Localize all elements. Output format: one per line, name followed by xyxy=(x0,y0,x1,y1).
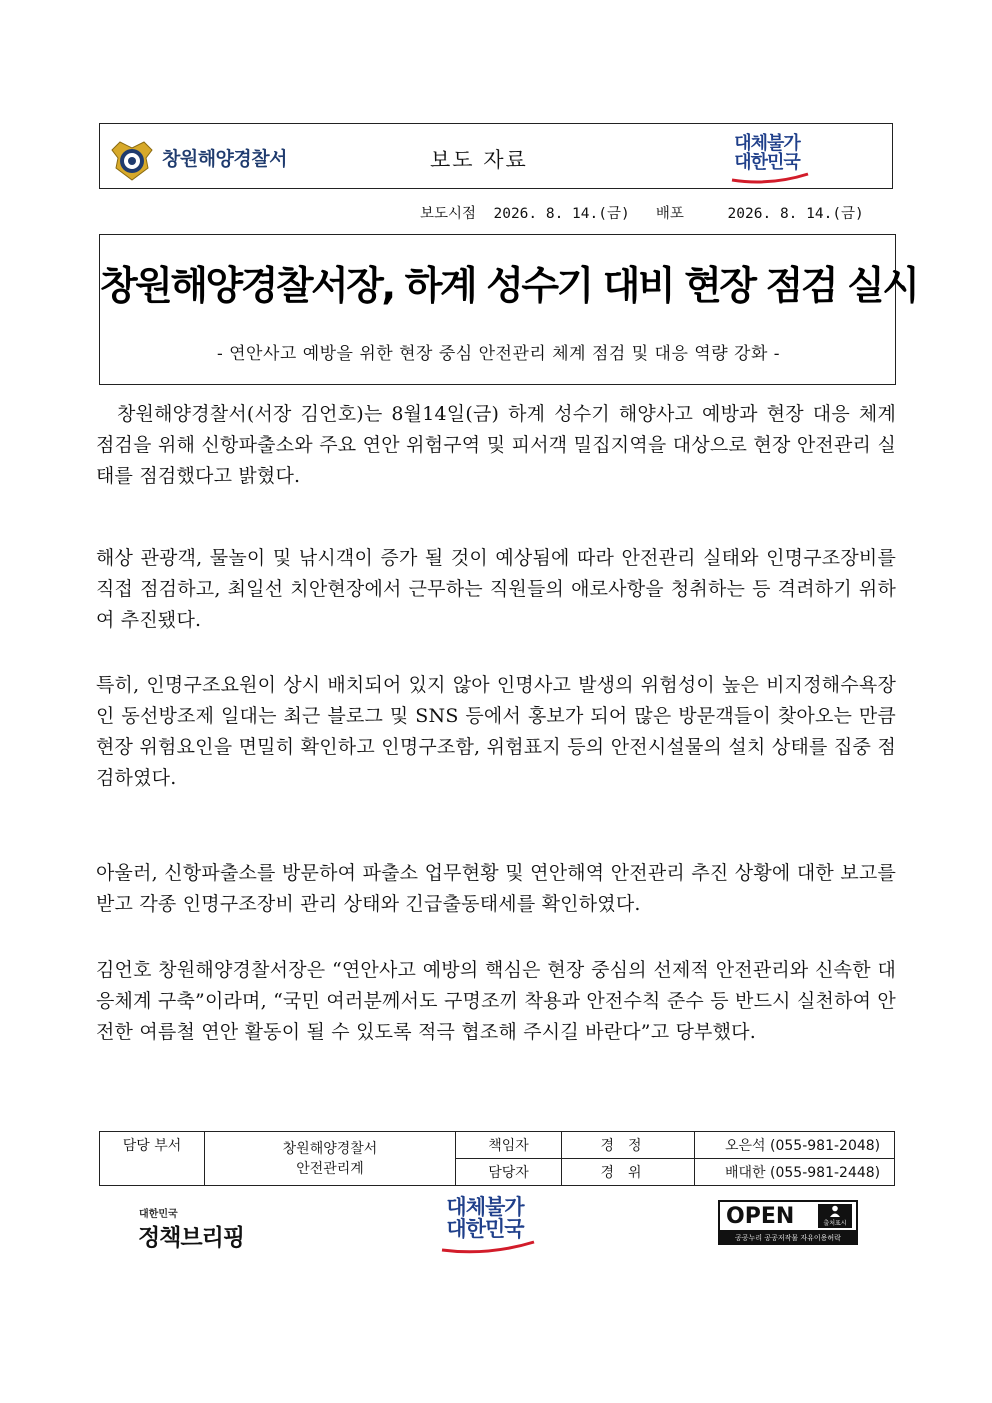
policy-briefing-caption: 대한민국 xyxy=(139,1209,178,1220)
contact-dept xyxy=(205,1132,456,1186)
contact-row xyxy=(100,1132,895,1159)
contact-rank: 경정 xyxy=(562,1132,695,1159)
footer-slogan-line1: 대체불가 xyxy=(446,1195,524,1219)
contact-label: 담당 부서 xyxy=(100,1132,205,1186)
contact-dept-line1: 창원해양경찰서 xyxy=(282,1140,378,1157)
footer-swoosh-icon xyxy=(440,1240,536,1254)
sub-title: - 연안사고 예방을 위한 현장 중심 안전관리 체계 점검 및 대응 역량 강화 - xyxy=(216,344,781,364)
policy-briefing-logo: 정책브리핑 xyxy=(138,1225,245,1251)
kogl-strip: 공공누리 공공저작물 자유이용허락 xyxy=(718,1232,858,1245)
org-name: 창원해양경찰서 xyxy=(162,148,287,170)
main-title: 창원해양경찰서장, 하계 성수기 대비 현장 점검 실시 xyxy=(100,264,918,309)
release-info: 보도시점 2026. 8. 14.(금) 배포 2026. 8. 14.(금) xyxy=(420,206,864,222)
contact-rank: 경위 xyxy=(562,1159,695,1186)
title-box xyxy=(99,234,918,385)
paragraph-2: 해상 관광객, 물놀이 및 낚시객이 증가 될 것이 예상됨에 따라 안전관리 실태와 인명구조장비를 직접 점검하고, 최일선 치안현장에서 근무하는 직원들의 애로사항을 청취하는 등 격려하기 위하여 추진됐다. xyxy=(96,547,896,631)
contact-name: 오은석 (055-981-2048) xyxy=(695,1132,895,1159)
kogl-open-logo xyxy=(718,1200,858,1232)
person-icon xyxy=(829,1205,841,1217)
header-slogan-line1: 대체불가 xyxy=(734,133,800,154)
coast-guard-emblem-icon xyxy=(110,136,154,182)
contact-dept-line2: 안전관리계 xyxy=(296,1160,364,1177)
paragraph-5: 김언호 창원해양경찰서장은 “연안사고 예방의 핵심은 현장 중심의 선제적 안전관리와 신속한 대응체계 구축”이라며, “국민 여러분께서도 구명조끼 착용과 안전수칙 준수 등 반드시 실천하여 안전한 여름철 연안 활동이 될 수 있도록 적극 협조해 주시길 바란다”고 당부했다. xyxy=(96,959,896,1043)
open-text: OPEN xyxy=(726,1204,795,1229)
doc-type-label: 보도 자료 xyxy=(430,148,528,172)
slogan-swoosh-icon xyxy=(730,172,810,184)
footer-slogan xyxy=(433,1196,537,1240)
paragraph-3: 특히, 인명구조요원이 상시 배치되어 있지 않아 인명사고 발생의 위험성이 높은 비지정해수욕장인 동선방조제 일대는 최근 블로그 및 SNS 등에서 홍보가 되어 많은 방문객들이 찾아오는 만큼 현장 위험요인을 면밀히 확인하고 인명구조함, 위험표지 등의 안전시설물의 설치 상태를 집중 점검하였다. xyxy=(96,674,896,789)
header-box xyxy=(99,123,893,189)
attribution-badge xyxy=(818,1204,852,1228)
header-slogan-line2: 대한민국 xyxy=(734,152,800,173)
contact-name: 배대한 (055-981-2448) xyxy=(695,1159,895,1186)
paragraph-4: 아울러, 신항파출소를 방문하여 파출소 업무현황 및 연안해역 안전관리 추진 상황에 대한 보고를 받고 각종 인명구조장비 관리 상태와 긴급출동태세를 확인하였다. xyxy=(96,862,896,915)
paragraph-1: 창원해양경찰서(서장 김언호)는 8월14일(금) 하계 성수기 해양사고 예방과 현장 대응 체계 점검을 위해 신항파출소와 주요 연안 위험구역 및 피서객 밀집지역을 대상으로 현장 안전관리 실태를 점검했다고 밝혔다. xyxy=(96,403,896,487)
contact-table xyxy=(99,1131,895,1186)
attribution-badge-text: 출처표시 xyxy=(823,1220,847,1227)
footer-slogan-line2: 대한민국 xyxy=(446,1217,524,1241)
contact-role: 책임자 xyxy=(456,1132,562,1159)
contact-role: 담당자 xyxy=(456,1159,562,1186)
header-slogan xyxy=(722,134,812,172)
